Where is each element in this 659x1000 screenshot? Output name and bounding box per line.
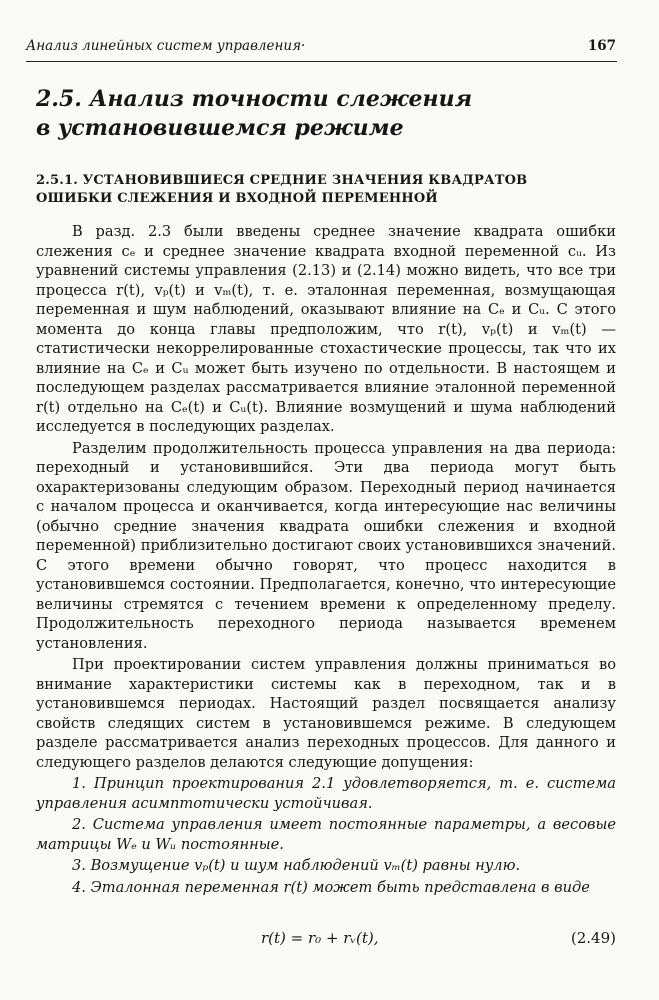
subsection-title-line-2: ОШИБКИ СЛЕЖЕНИЯ И ВХОДНОЙ ПЕРЕМЕННОЙ [36, 191, 438, 206]
assumption-1: 1. Принцип проектирования 2.1 удовлетворяется, т. е. система управления асимптотически устойчивая. [36, 775, 616, 812]
equation-number: (2.49) [570, 929, 616, 947]
subsection-title-line-1: 2.5.1. УСТАНОВИВШИЕСЯ СРЕДНИЕ ЗНАЧЕНИЯ КВАДРАТОВ [36, 173, 528, 188]
paragraph-1: В разд. 2.3 были введены среднее значение квадрата ошибки слежения cₑ и среднее значение квадрата входной переменной cᵤ. Из уравнений системы управления (2.13) и (2.14) можно видеть, что все три процесса r(t), vₚ(t) и vₘ(t), т. е. эталонная переменная, возмущающая переменная и шум наблюдений, оказывают влияние на Cₑ и Cᵤ. С этого момента до конца главы предположим, что r(t), vₚ(t) и vₘ(t) — статистически некоррелированные стохастические процессы, так что их влияние на Cₑ и Cᵤ может быть изучено по отдельности. В настоящем и последующем разделах рассматривается влияние эталонной переменной r(t) отдельно на Cₑ(t) и Cᵤ(t). Влияние возмущений и шума наблюдений исследуется в последующих разделах. [36, 223, 616, 435]
assumption-2: 2. Система управления имеет постоянные параметры, а весовые матрицы Wₑ и Wᵤ постоянные. [36, 816, 616, 853]
subsection-title [36, 172, 616, 208]
section-title-line-2: в установившемся режиме [36, 115, 404, 141]
running-head-title: Анализ линейных систем управления· [26, 38, 306, 54]
equation-expression: r(t) = r₀ + rᵥ(t), [261, 929, 379, 947]
assumption-4: 4. Эталонная переменная r(t) может быть представлена в виде [72, 878, 590, 896]
equation-2-49 [36, 929, 616, 953]
page-number: 167 [587, 38, 616, 54]
running-head [26, 38, 616, 54]
header-rule [26, 61, 617, 62]
paragraph-3: При проектировании систем управления должны приниматься во внимание характеристики системы как в переходном, так и в установившемся периодах. Настоящий раздел посвящается анализу свойств следящих систем в установившемся режиме. В следующем разделе рассматривается анализ переходных процессов. Для данного и следующего разделов делаются следующие допущения: [36, 656, 616, 771]
assumption-3: 3. Возмущение vₚ(t) и шум наблюдений vₘ(t) равны нулю. [72, 857, 521, 874]
paragraph-2: Разделим продолжительность процесса управления на два периода: переходный и установившийся. Эти два периода могут быть охарактеризованы следующим образом. Переходный период начинается с началом процесса и оканчивается, когда интересующие нас величины (обычно средние значения квадрата ошибки слежения и входной переменной) приблизительно достигают своих установившихся значений. С этого времени обычно говорят, что процесс находится в установившемся состоянии. Предполагается, конечно, что интересующие величины стремятся с течением времени к определенному пределу. Продолжительность переходного периода называется временем установления. [36, 439, 616, 652]
section-title-line-1: 2.5. Анализ точности слежения [36, 86, 473, 112]
section-title [36, 85, 596, 143]
body-text [36, 222, 616, 897]
